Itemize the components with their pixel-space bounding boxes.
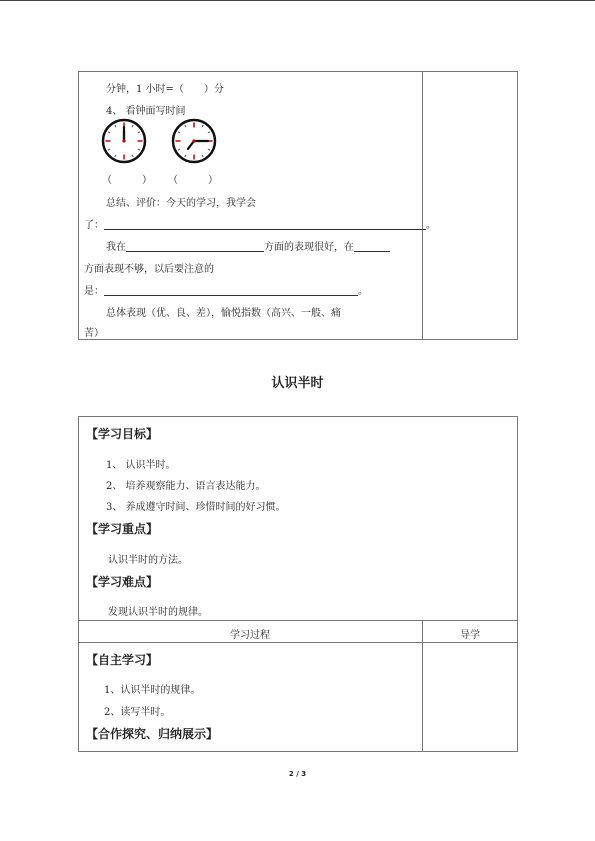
difficulty-heading: 【学习难点】 (86, 575, 159, 589)
summary-colon: 了： (84, 220, 104, 231)
overall-rating: 总体表现（优、良、差），愉悦指数（高兴、一般、痛 (106, 308, 341, 319)
clock-1-answer-blank: （ ） (102, 175, 152, 186)
clock-2-answer-blank: （ ） (168, 175, 218, 186)
performance-line-2: 方面表现不够，以后要注意的 (84, 264, 214, 275)
weak-area-line (354, 241, 390, 252)
process-column-header: 学习过程 (230, 630, 270, 641)
self-study-heading: 【自主学习】 (86, 653, 159, 667)
lesson-table-header-divider (78, 642, 518, 643)
goals-heading: 【学习目标】 (86, 427, 159, 441)
performance-line-1 (106, 238, 390, 253)
performance-d: 是： (84, 286, 104, 297)
summary-end: 。 (426, 220, 436, 231)
goal-item: 2、 培养观察能力、语言表达能力。 (106, 481, 266, 492)
self-study-item: 1、认识半时的规律。 (104, 685, 201, 696)
difficulty-text: 发现认识半时的规律。 (108, 607, 208, 618)
attention-line (104, 285, 358, 296)
summary-answer-line (104, 219, 426, 230)
top-table-divider (422, 71, 423, 340)
summary-prompt: 总结、评价：今天的学习，我学会 (106, 198, 256, 209)
performance-line-3 (84, 282, 368, 297)
lesson-table-row-divider (78, 620, 518, 621)
performance-a: 我在 (106, 242, 126, 253)
goal-item: 3、 养成遵守时间、珍惜时间的好习惯。 (106, 502, 286, 513)
summary-line (84, 216, 436, 231)
page-title: 认识半时 (271, 376, 324, 391)
cooperate-heading: 【合作探究、归纳展示】 (86, 727, 219, 741)
guide-column-header: 导学 (460, 630, 480, 641)
page-number: 2 / 3 (288, 770, 307, 778)
self-study-item: 2、读写半时。 (104, 707, 171, 718)
key-point-text: 认识半时的方法。 (108, 555, 188, 566)
page-top-border (0, 0, 595, 1)
goal-item: 1、 认识半时。 (106, 460, 176, 471)
clock-face-1 (101, 118, 147, 164)
clock-face-2 (171, 118, 217, 164)
item-4-label: 4、 看钟面写时间 (106, 106, 186, 117)
performance-b: 方面的表现很好，在 (264, 242, 354, 253)
minutes-question: 分钟，1 小时=（ ）分 (106, 84, 224, 95)
good-area-line (126, 241, 264, 252)
key-point-heading: 【学习重点】 (86, 522, 159, 536)
performance-end: 。 (358, 286, 368, 297)
overall-rating-cont: 苦） (84, 328, 104, 339)
